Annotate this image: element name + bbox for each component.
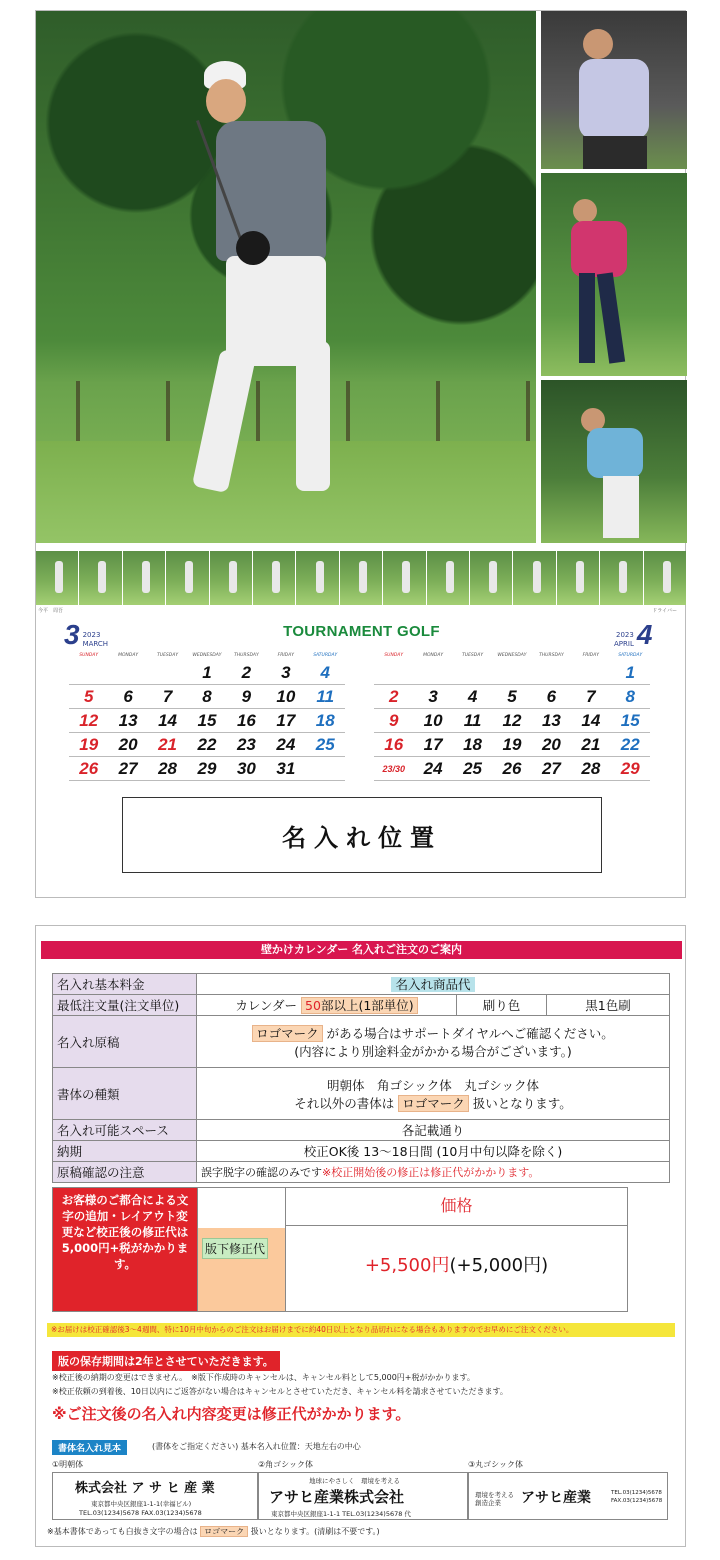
- calendar-day: 4: [320, 663, 330, 682]
- font-sample-desc: (書体をご指定ください) 基本名入れ位置：天地左右の中心: [152, 1442, 361, 1451]
- price-red-note: お客様のご都合による文字の追加・レイアウト変更など校正後の修正代は5,000円+税がかかります。: [53, 1188, 197, 1311]
- proof-value-b: ※校正開始後の修正は修正代がかかります。: [322, 1166, 540, 1179]
- delivery-value: 校正OK後 13〜18日間 (10月中旬以降を除く): [197, 1141, 670, 1162]
- calendar-week: [374, 733, 650, 757]
- calendar-day: 3: [281, 663, 291, 682]
- price-amount: +5,500円: [364, 1255, 450, 1276]
- weekday-label: THURSDAY: [539, 653, 564, 658]
- name-position-box: [122, 797, 602, 873]
- space-label: 名入れ可能スペース: [53, 1120, 197, 1141]
- calendar-day: [374, 661, 413, 684]
- march-year: 2023: [82, 631, 101, 639]
- calendar-day: 13: [118, 711, 138, 730]
- note-line-1: ※校正後の納期の変更はできません。 ※版下作成時のキャンセルは、キャンセル料として5,000円+税がかかります。: [52, 1373, 475, 1382]
- calendar-day: 13: [541, 711, 561, 730]
- calendar-day: 24: [423, 759, 443, 778]
- april-name: APRIL: [614, 640, 634, 648]
- march-name: MARCH: [82, 640, 109, 648]
- calendar-day: 9: [241, 687, 252, 706]
- print-color-label: 刷り色: [457, 995, 547, 1016]
- weekday-label: TUESDAY: [462, 653, 484, 658]
- base-fee-label: 名入れ基本料金: [53, 974, 197, 995]
- calendar-day: 7: [586, 687, 596, 706]
- note-line-2: ※校正依頼の到着後、10日以内にご返答がない場合はキャンセルとさせていただき、キャンセル料を請求させていただきます。: [52, 1387, 508, 1396]
- font-label: 書体の種類: [53, 1068, 197, 1120]
- calendar-day: [108, 661, 147, 684]
- sample-label-maru-gothic: ③丸ゴシック体: [468, 1460, 524, 1469]
- calendar-day: 26: [502, 759, 522, 778]
- calendar-week: [69, 661, 345, 685]
- calendar-day: 21: [581, 735, 601, 754]
- sample3-tagline: 環境を考える 創造企業: [475, 1491, 514, 1507]
- calendar-day: 7: [162, 687, 173, 706]
- calendar-day: 12: [79, 711, 99, 730]
- delivery-label: 納期: [53, 1141, 197, 1162]
- weekday-label: WEDNESDAY: [497, 653, 527, 658]
- calendar-title: TOURNAMENT GOLF: [283, 623, 440, 640]
- calendar-day: [492, 661, 531, 684]
- calendar-day: 1: [625, 663, 635, 682]
- calendar-week: [69, 709, 345, 733]
- sample1-tel: TEL.03(1234)5678 FAX.03(1234)5678: [79, 1509, 202, 1517]
- price-header: 価格: [285, 1188, 627, 1226]
- font-line2-b: 扱いとなります。: [472, 1095, 572, 1111]
- manuscript-label: 名入れ原稿: [53, 1016, 197, 1068]
- sample-label-kaku-gothic: ②角ゴシック体: [258, 1460, 314, 1469]
- calendar-day: 6: [546, 687, 557, 706]
- price-value: [285, 1226, 627, 1311]
- calendar-day: 29: [197, 759, 217, 778]
- sample3-company: アサヒ産業: [521, 1490, 591, 1506]
- weekday-label: WEDNESDAY: [192, 653, 222, 658]
- calendar-week: [69, 757, 345, 781]
- sample-box-mincho: [52, 1472, 258, 1520]
- calendar-day: 30: [236, 759, 256, 778]
- min-order-unit: 部以上(1部単位): [320, 998, 414, 1013]
- calendar-sheet: [35, 10, 686, 898]
- calendar-day: 5: [83, 687, 94, 706]
- font-line2-logo: ロゴマーク: [398, 1095, 469, 1112]
- calendar-day: 18: [315, 711, 335, 730]
- calendar-day: 20: [541, 735, 561, 754]
- calendar-day: 19: [502, 735, 522, 754]
- sample1-address: 東京都中央区銀座1-1-1(幸福ビル): [91, 1500, 192, 1508]
- manuscript-line2: (内容により別途料金がかかる場合がございます。): [294, 1043, 572, 1059]
- calendar-week: [374, 685, 650, 709]
- calendar-day: 21: [158, 735, 178, 754]
- price-block: [52, 1187, 628, 1312]
- weekday-label: SATURDAY: [313, 653, 338, 658]
- manuscript-logo: ロゴマーク: [252, 1025, 323, 1042]
- weekday-label: MONDAY: [118, 653, 139, 658]
- march-number: 3: [64, 619, 80, 650]
- golfer-figure: [186, 61, 386, 531]
- calendar-day: [453, 661, 492, 684]
- calendar-day: [306, 757, 345, 780]
- calendar-day: [413, 661, 452, 684]
- april-year: 2023: [616, 631, 634, 639]
- base-fee-value: 名入れ商品代: [391, 977, 474, 992]
- calendar-day: 9: [388, 711, 399, 730]
- space-value: 各記載通り: [197, 1120, 670, 1141]
- calendar-day: 25: [463, 759, 483, 778]
- sample2-address: 東京都中央区銀座1-1-1 TEL.03(1234)5678 代: [271, 1510, 411, 1518]
- sample2-company: アサヒ産業株式会社: [269, 1488, 405, 1506]
- calendar-day: 12: [502, 711, 522, 730]
- font-line2-a: それ以外の書体は: [294, 1095, 395, 1111]
- calendar-day: 28: [158, 759, 178, 778]
- retention-badge: 版の保存期間は2年とさせていただきます。: [52, 1351, 280, 1371]
- order-guide: [35, 925, 686, 1547]
- calendar-day: 16: [236, 711, 256, 730]
- spec-table: [52, 973, 670, 1183]
- calendar-day: 8: [625, 687, 635, 706]
- calendar-day: 2: [388, 687, 399, 706]
- calendar-day: 15: [620, 711, 640, 730]
- min-order-label: 最低注文量(注文単位): [53, 995, 197, 1016]
- proof-value-a: 誤字脱字の確認のみです: [201, 1166, 322, 1179]
- weekday-label: THURSDAY: [234, 653, 259, 658]
- calendar-day: [69, 661, 108, 684]
- weekday-label: SUNDAY: [79, 653, 99, 658]
- sample3-tel: TEL.03(1234)5678 FAX.03(1234)5678: [611, 1490, 663, 1504]
- calendar-day: 18: [463, 735, 483, 754]
- calendar-week: [69, 685, 345, 709]
- footnote-a: ※基本書体であっても白抜き文字の場合は: [47, 1527, 198, 1536]
- calendar-day: 22: [620, 735, 640, 754]
- weekday-label: FRIDAY: [582, 653, 599, 658]
- april-header: [611, 621, 652, 649]
- calendar-day: 1: [202, 663, 212, 682]
- sequence-caption-left: 今平 周吾: [38, 608, 64, 614]
- price-hanshita-label: 版下修正代: [202, 1238, 268, 1259]
- price-amount-tax: (+5,000円): [449, 1255, 549, 1276]
- font-sample-badge: 書体名入れ見本: [52, 1440, 127, 1455]
- calendar-day: 15: [197, 711, 217, 730]
- calendar-day: 17: [423, 735, 443, 754]
- calendar-day: 4: [467, 687, 478, 706]
- sequence-caption-right: ドライバー: [652, 608, 677, 614]
- change-fee-warning: ※ご注文後の名入れ内容変更は修正代がかかります。: [52, 1405, 411, 1423]
- calendar-day: 10: [423, 711, 443, 730]
- calendar-week: [69, 733, 345, 757]
- sample-box-kaku-gothic: [258, 1472, 468, 1520]
- sample-box-maru-gothic: [468, 1472, 668, 1520]
- calendar-day: [532, 661, 571, 684]
- calendar-day: 29: [620, 759, 640, 778]
- golfer-photo-bottom: [541, 380, 687, 543]
- calendar-day: 6: [123, 687, 133, 706]
- calendar-day: 8: [202, 687, 212, 706]
- sample-label-mincho: ①明朝体: [52, 1460, 84, 1469]
- calendar-day: 27: [541, 759, 561, 778]
- manuscript-line1: がある場合はサポートダイヤルへご確認ください。: [326, 1025, 614, 1041]
- calendar-day: [148, 661, 187, 684]
- weekday-label: SUNDAY: [384, 653, 404, 658]
- calendar-day: 14: [581, 711, 601, 730]
- calendar-day: 11: [316, 687, 335, 706]
- calendar-day: 5: [507, 687, 517, 706]
- calendar-day: 10: [276, 687, 296, 706]
- calendar-day: 28: [581, 759, 601, 778]
- price-hanshita-cell: [197, 1228, 285, 1311]
- delivery-notice: ※お届けは校正確認後3〜4週間、特に10月中旬からのご注文はお届けまでに約40日以上となり品切れになる場合もありますのでお早めにご注文ください。: [47, 1323, 675, 1337]
- calendar-day: 26: [79, 759, 99, 778]
- min-order-num: 50: [305, 998, 321, 1013]
- font-line1: 明朝体 角ゴシック体 丸ゴシック体: [326, 1077, 539, 1093]
- swing-sequence-strip: [36, 551, 687, 605]
- calendar-day: 11: [463, 711, 482, 730]
- calendar-day: 27: [118, 759, 138, 778]
- calendar-day: 3: [428, 687, 438, 706]
- price-blank-cell: [197, 1188, 285, 1228]
- calendar-day: 23/30: [382, 764, 405, 774]
- calendar-day: 16: [384, 735, 404, 754]
- main-golfer-photo: [36, 11, 536, 543]
- calendar-week: [374, 709, 650, 733]
- sample2-tagline: 地球にやさしく 環境を考える: [309, 1477, 400, 1485]
- golfer-photo-top: [541, 11, 687, 169]
- calendar-day: 25: [315, 735, 335, 754]
- calendar-day: 31: [276, 759, 296, 778]
- march-grid: [69, 651, 345, 781]
- calendar-day: 14: [158, 711, 178, 730]
- weekday-label: TUESDAY: [157, 653, 179, 658]
- calendar-week: [374, 661, 650, 685]
- golfer-photo-middle: [541, 173, 687, 376]
- print-color-value: 黒1色刷: [547, 995, 670, 1016]
- proof-label: 原稿確認の注意: [53, 1162, 197, 1183]
- calendar-day: 22: [197, 735, 217, 754]
- weekday-label: SATURDAY: [618, 653, 643, 658]
- april-number: 4: [636, 619, 653, 650]
- weekday-label: MONDAY: [423, 653, 444, 658]
- calendar-day: 17: [276, 711, 296, 730]
- weekday-label: FRIDAY: [277, 653, 294, 658]
- calendar-day: 20: [118, 735, 138, 754]
- calendar-day: 19: [79, 735, 99, 754]
- calendar-week: [374, 757, 650, 781]
- calendar-day: 2: [241, 663, 252, 682]
- footnote-b: 扱いとなります。(清刷は不要です。): [250, 1527, 380, 1536]
- calendar-day: 23: [236, 735, 256, 754]
- calendar-day: [571, 661, 610, 684]
- april-grid: [374, 651, 650, 781]
- name-position-label: 名入れ位置: [282, 823, 442, 852]
- guide-title: 壁かけカレンダー 名入れご注文のご案内: [41, 941, 682, 959]
- sample1-company: 株式会社 ア サ ヒ 産 業: [75, 1481, 215, 1496]
- calendar-day: 24: [276, 735, 296, 754]
- min-order-item: カレンダー: [235, 998, 298, 1013]
- footnote-logo: ロゴマーク: [200, 1526, 248, 1537]
- footnote: [47, 1526, 380, 1537]
